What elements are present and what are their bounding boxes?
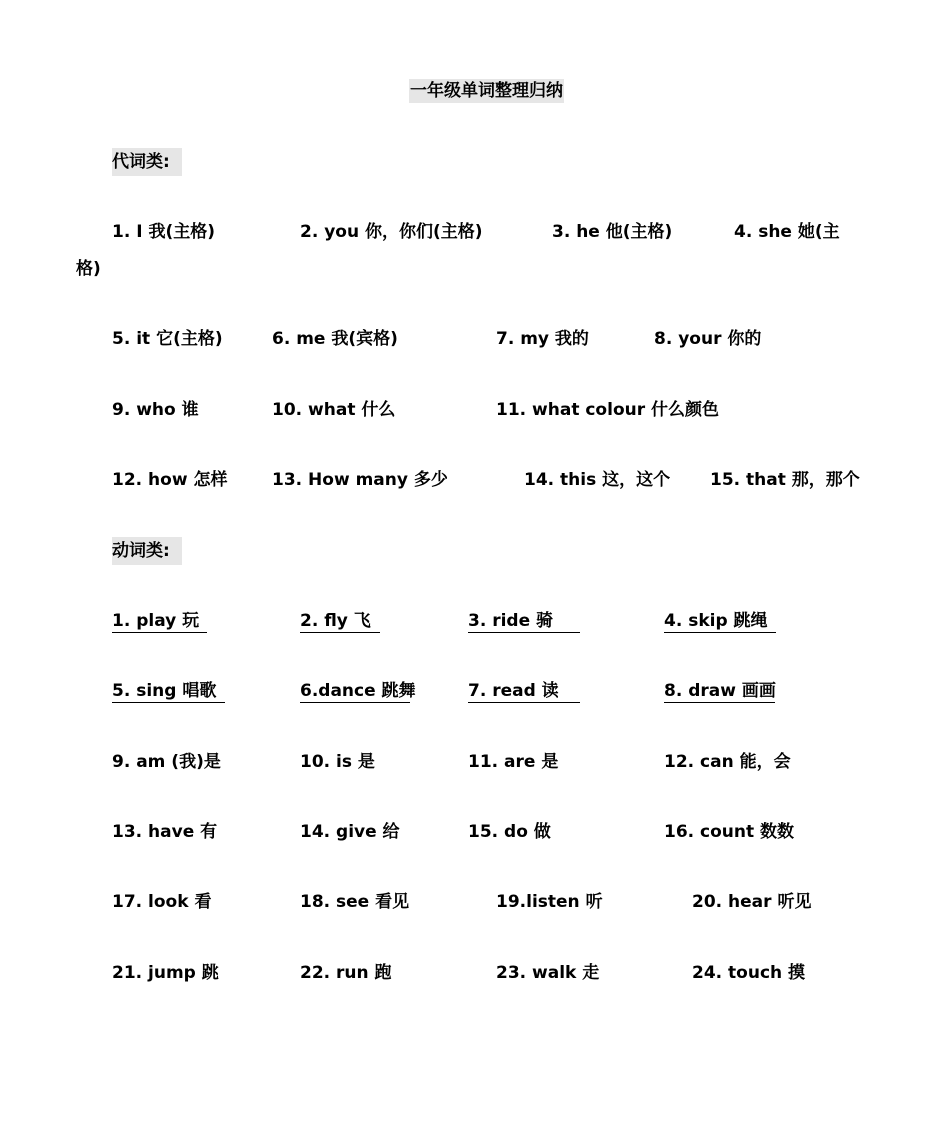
- verb-item: 7. read 读: [468, 679, 580, 703]
- pronoun-item: 12. how 怎样: [112, 470, 228, 490]
- pronoun-item: 11. what colour 什么颜色: [496, 400, 720, 420]
- verb-item: 13. have 有: [112, 822, 218, 842]
- pronoun-item: 13. How many 多少: [272, 470, 448, 490]
- pronoun-item: 4. she 她(主: [734, 222, 840, 242]
- verb-item: 11. are 是: [468, 752, 559, 772]
- verb-item: 17. look 看: [112, 892, 212, 912]
- verb-item: 6.dance 跳舞: [300, 681, 416, 701]
- pronouns-heading: 代词类:: [112, 148, 182, 176]
- page-title: 一年级单词整理归纳: [410, 81, 563, 101]
- verb-item: 3. ride 骑: [468, 609, 580, 633]
- pronoun-item: 5. it 它(主格): [112, 329, 223, 349]
- verb-item: 20. hear 听见: [692, 892, 812, 912]
- verb-item: 9. am (我)是: [112, 752, 221, 772]
- verb-item: 15. do 做: [468, 822, 551, 842]
- pronoun-item: 9. who 谁: [112, 400, 199, 420]
- verb-item: 16. count 数数: [664, 822, 795, 842]
- pronoun-item: 7. my 我的: [496, 329, 589, 349]
- verb-item: 19.listen 听: [496, 892, 603, 912]
- verb-item: 24. touch 摸: [692, 963, 806, 983]
- pronoun-item: 8. your 你的: [654, 329, 762, 349]
- verb-item: 10. is 是: [300, 752, 375, 772]
- verb-item: 4. skip 跳绳: [664, 609, 776, 633]
- verb-item: 14. give 给: [300, 822, 400, 842]
- pronoun-item: 10. what 什么: [272, 400, 396, 420]
- pronoun-item: 2. you 你，你们(主格): [300, 222, 483, 242]
- verb-item: 8. draw 画画: [664, 681, 776, 701]
- verb-item: 12. can 能，会: [664, 752, 791, 772]
- pronoun-item: 1. I 我(主格): [112, 222, 215, 242]
- verb-item: 5. sing 唱歌: [112, 679, 225, 703]
- verb-item: 2. fly 飞: [300, 609, 380, 633]
- verb-item: 18. see 看见: [300, 892, 410, 912]
- verb-item: 22. run 跑: [300, 963, 392, 983]
- verb-item: 21. jump 跳: [112, 963, 219, 983]
- verb-item: 23. walk 走: [496, 963, 600, 983]
- pronoun-item: 15. that 那，那个: [710, 470, 860, 490]
- pronoun-item-wrap: 格): [76, 259, 101, 279]
- verbs-heading: 动词类:: [112, 537, 182, 565]
- pronoun-item: 3. he 他(主格): [552, 222, 673, 242]
- verb-item: 1. play 玩: [112, 609, 207, 633]
- pronoun-item: 14. this 这，这个: [524, 470, 671, 490]
- pronoun-item: 6. me 我(宾格): [272, 329, 398, 349]
